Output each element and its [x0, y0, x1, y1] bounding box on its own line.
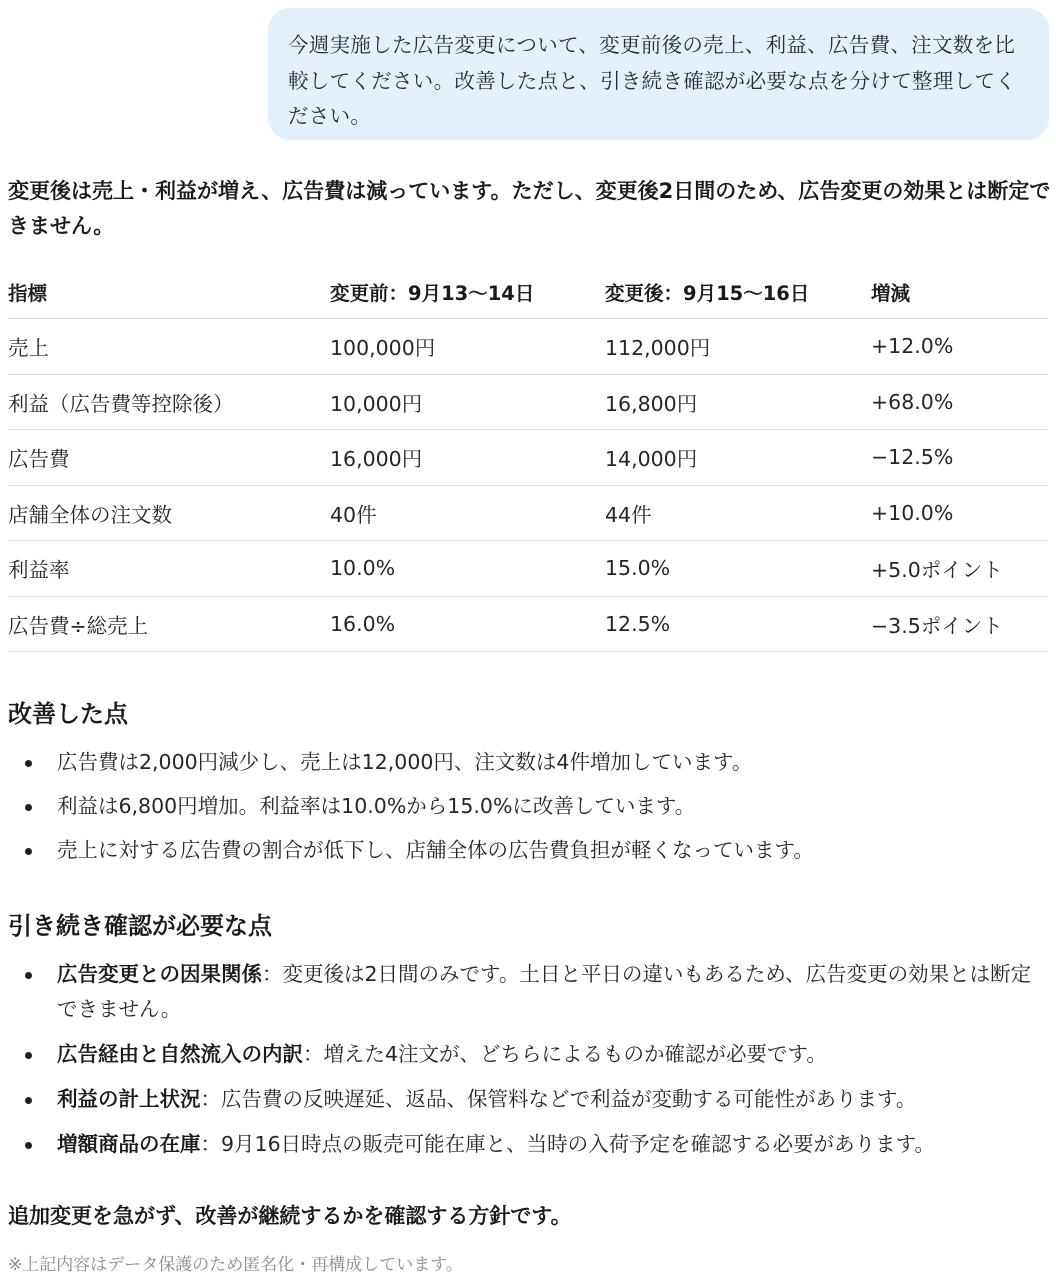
after-value: 14,000円 — [605, 430, 871, 486]
list-item — [0, 1082, 1050, 1117]
list-item — [0, 1037, 1050, 1072]
list-item-text: 売上に対する広告費の割合が低下し、店舗全体の広告費負担が軽くなっています。 — [57, 838, 814, 862]
improvements-heading: 改善した点 — [8, 700, 128, 728]
list-item-text: ：9月16日時点の販売可能在庫と、当時の入荷予定を確認する必要があります。 — [200, 1132, 935, 1156]
change-value: +68.0% — [871, 374, 1048, 430]
bullet-icon — [25, 1097, 32, 1104]
checks-list — [0, 957, 1050, 1172]
after-value: 44件 — [605, 485, 871, 541]
metric-name: 利益（広告費等控除後） — [8, 374, 330, 430]
table-header-row — [8, 266, 1048, 319]
list-item-text: 利益は6,800円増加。利益率は10.0%から15.0%に改善しています。 — [57, 794, 696, 818]
change-value: +5.0ポイント — [871, 541, 1048, 597]
list-item — [0, 789, 1050, 824]
table-row — [8, 485, 1048, 541]
table-row — [8, 430, 1048, 486]
before-value: 10.0% — [330, 541, 605, 597]
bullet-icon — [25, 804, 32, 811]
table-row — [8, 374, 1048, 430]
conclusion-text: 追加変更を急がず、改善が継続するかを確認する方針です。 — [8, 1204, 572, 1228]
metric-name: 利益率 — [8, 541, 330, 597]
bullet-icon — [25, 1052, 32, 1059]
bullet-icon — [25, 1142, 32, 1149]
user-message-text: 今週実施した広告変更について、変更前後の売上、利益、広告費、注文数を比較してください。改善した点と、引き続き確認が必要な点を分けて整理してください。 — [288, 33, 1016, 128]
bullet-icon — [25, 760, 32, 767]
after-value: 16,800円 — [605, 374, 871, 430]
comparison-table — [8, 266, 1048, 652]
user-message-bubble — [268, 8, 1049, 140]
list-item — [0, 745, 1050, 780]
metric-name: 広告費 — [8, 430, 330, 486]
list-item-label: 広告変更との因果関係 — [57, 962, 262, 986]
answer-summary: 変更後は売上・利益が増え、広告費は減っています。ただし、変更後2日間のため、広告変更の効果とは断定できません。 — [8, 179, 1051, 238]
table-row — [8, 541, 1048, 597]
after-value: 15.0% — [605, 541, 871, 597]
improvements-list — [0, 745, 1050, 877]
table-header-cell: 増減 — [871, 266, 1048, 319]
metric-name: 広告費÷総売上 — [8, 596, 330, 652]
list-item-label: 利益の計上状況 — [57, 1087, 201, 1111]
anonymization-note: ※上記内容はデータ保護のため匿名化・再構成しています。 — [8, 1255, 463, 1275]
list-item — [0, 833, 1050, 868]
before-value: 16,000円 — [330, 430, 605, 486]
checks-heading: 引き続き確認が必要な点 — [8, 912, 272, 940]
list-item-text: ：増えた4注文が、どちらによるものか確認が必要です。 — [303, 1042, 827, 1066]
before-value: 100,000円 — [330, 319, 605, 375]
after-value: 112,000円 — [605, 319, 871, 375]
bullet-icon — [25, 972, 32, 979]
before-value: 16.0% — [330, 596, 605, 652]
table-header-cell: 変更後：9月15〜16日 — [605, 266, 871, 319]
before-value: 40件 — [330, 485, 605, 541]
list-item-label: 増額商品の在庫 — [57, 1132, 201, 1156]
metric-name: 店舗全体の注文数 — [8, 485, 330, 541]
after-value: 12.5% — [605, 596, 871, 652]
change-value: +10.0% — [871, 485, 1048, 541]
change-value: −12.5% — [871, 430, 1048, 486]
before-value: 10,000円 — [330, 374, 605, 430]
list-item-text: ：変更後は2日間のみです。土日と平日の違いもあるため、広告変更の効果とは断定できません。 — [57, 962, 1032, 1021]
list-item-text: 広告費は2,000円減少し、売上は12,000円、注文数は4件増加しています。 — [57, 750, 753, 774]
bullet-icon — [25, 848, 32, 855]
metric-name: 売上 — [8, 319, 330, 375]
list-item-label: 広告経由と自然流入の内訳 — [57, 1042, 303, 1066]
change-value: +12.0% — [871, 319, 1048, 375]
change-value: −3.5ポイント — [871, 596, 1048, 652]
list-item — [0, 1127, 1050, 1162]
table-header-cell: 指標 — [8, 266, 330, 319]
list-item — [0, 957, 1050, 1027]
list-item-text: ：広告費の反映遅延、返品、保管料などで利益が変動する可能性があります。 — [200, 1087, 917, 1111]
table-row — [8, 319, 1048, 375]
table-header-cell: 変更前：9月13〜14日 — [330, 266, 605, 319]
table-row — [8, 596, 1048, 652]
